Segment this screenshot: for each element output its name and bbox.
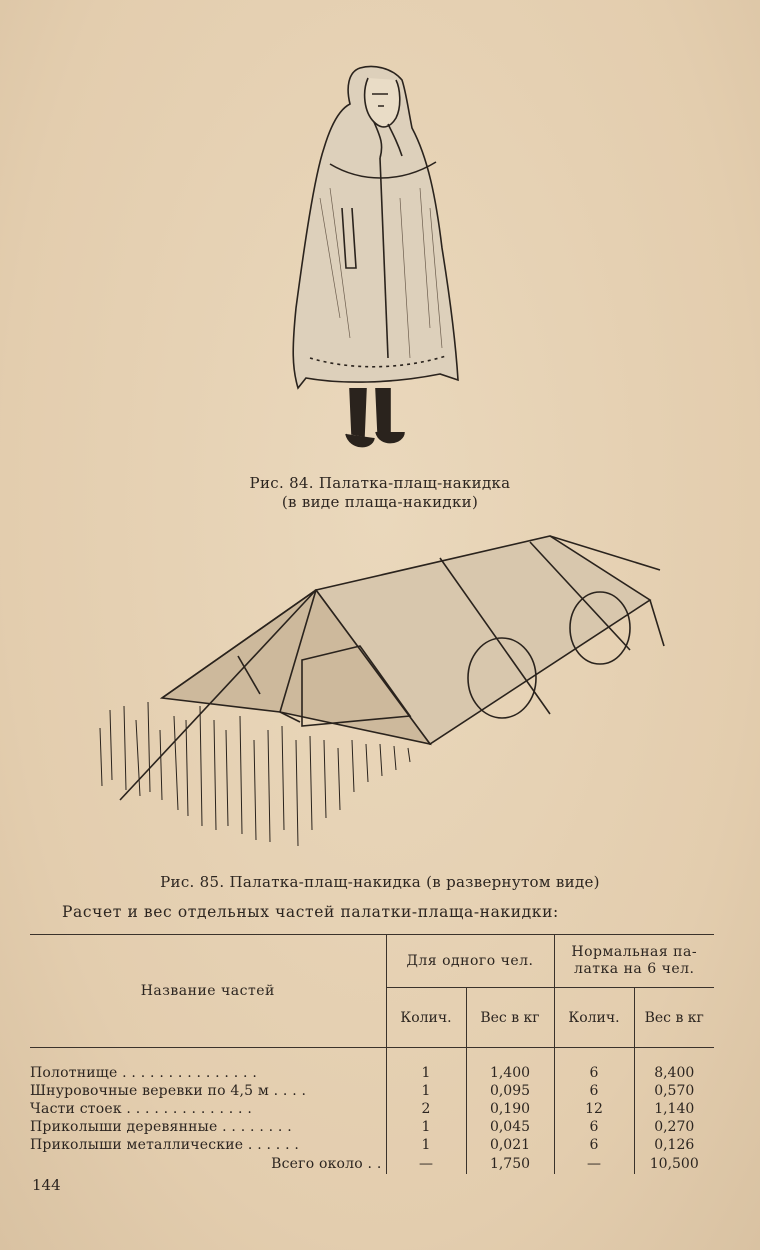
row-name: Части стоек . . . . . . . . . . . . . .	[30, 1100, 386, 1118]
row-qty-1: 2	[386, 1100, 466, 1118]
total-weight-1: 1,750	[466, 1154, 554, 1174]
row-name: Приколыши металлические . . . . . .	[30, 1136, 386, 1154]
row-name: Полотнище . . . . . . . . . . . . . . .	[30, 1064, 386, 1082]
total-qty-1: —	[386, 1154, 466, 1174]
subheader-weight-1: Вес в кг	[466, 988, 554, 1048]
row-qty-6: 6	[554, 1118, 634, 1136]
subheader-qty-1: Колич.	[386, 988, 466, 1048]
figure-85-caption: Рис. 85. Палатка-плащ-накидка (в развернутом виде)	[160, 873, 600, 891]
column-header-name: Название частей	[30, 935, 386, 1048]
row-weight-1: 1,400	[466, 1064, 554, 1082]
table-row	[30, 1064, 714, 1082]
row-qty-1: 1	[386, 1118, 466, 1136]
row-weight-6: 0,126	[654, 1137, 695, 1153]
column-group-one-person: Для одного чел.	[386, 935, 554, 988]
row-qty-6: 12	[554, 1100, 634, 1118]
total-label: Всего около . .	[30, 1154, 386, 1174]
table-spacer	[30, 1048, 714, 1065]
row-weight-1: 0,190	[466, 1100, 554, 1118]
figure-84-illustration	[280, 58, 470, 458]
total-qty-6: —	[554, 1154, 634, 1174]
column-group-six-person-line2: латка на 6 чел.	[574, 961, 695, 978]
row-qty-6: 6	[554, 1136, 634, 1154]
table-header-row	[30, 935, 714, 988]
table-intro-text: Расчет и вес отдельных частей палатки-плаща-накидки:	[62, 903, 559, 921]
figure-84-caption-line1: Рис. 84. Палатка-плащ-накидка	[249, 474, 511, 492]
subheader-weight-6: Вес в кг	[634, 988, 714, 1048]
subheader-qty-6: Колич.	[554, 988, 634, 1048]
table-row	[30, 1100, 714, 1118]
row-qty-1: 1	[386, 1064, 466, 1082]
row-weight-1: 0,021	[466, 1136, 554, 1154]
row-name: Шнуровочные веревки по 4,5 м . . . .	[30, 1082, 386, 1100]
row-name: Приколыши деревянные . . . . . . . .	[30, 1118, 386, 1136]
row-qty-6: 6	[554, 1082, 634, 1100]
column-group-six-person	[554, 935, 714, 988]
row-weight-6: 1,140	[654, 1101, 695, 1117]
table-row	[30, 1082, 714, 1100]
figure-84-caption	[0, 474, 760, 512]
total-weight-6: 10,500	[649, 1156, 699, 1172]
column-group-six-person-line1: Нормальная па-	[571, 944, 698, 961]
page-number: 144	[32, 1176, 61, 1194]
row-weight-6: 8,400	[654, 1065, 695, 1081]
row-qty-1: 1	[386, 1082, 466, 1100]
row-weight-6: 0,270	[654, 1119, 695, 1135]
row-weight-1: 0,045	[466, 1118, 554, 1136]
figure-85-illustration	[90, 530, 670, 860]
parts-weight-table	[30, 934, 714, 1174]
row-qty-1: 1	[386, 1136, 466, 1154]
row-weight-1: 0,095	[466, 1082, 554, 1100]
row-weight-6: 0,570	[654, 1083, 695, 1099]
figure-84-caption-line2: (в виде плаща-накидки)	[281, 493, 479, 511]
table-row	[30, 1136, 714, 1154]
row-qty-6: 6	[554, 1064, 634, 1082]
table-row	[30, 1118, 714, 1136]
table-total-row	[30, 1154, 714, 1174]
